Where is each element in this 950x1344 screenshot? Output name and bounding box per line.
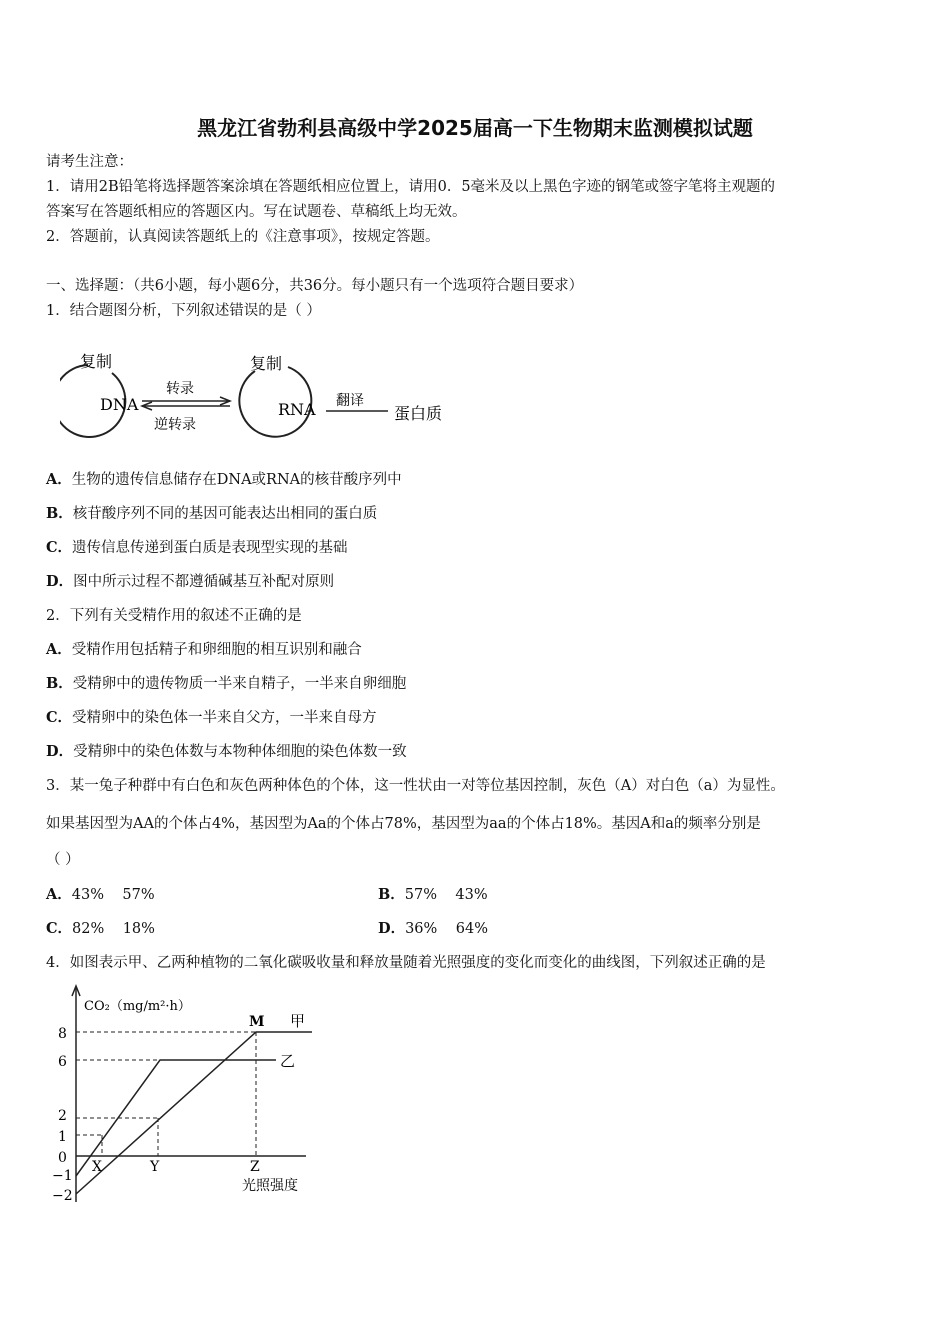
x-tick-x: X bbox=[92, 1159, 102, 1175]
page-title: 黑龙江省勃利县高级中学2025届高一下生物期末监测模拟试题 bbox=[197, 116, 753, 140]
y-tick-1: 1 bbox=[58, 1129, 67, 1145]
y-tick-minus-1: −1 bbox=[52, 1168, 73, 1184]
q3-stem-line-2: 如果基因型为AA的个体占4%，基因型为Aa的个体占78%，基因型为aa的个体占18%。基因A和a的频率分别是 bbox=[46, 816, 761, 832]
q1-option-a[interactable]: A．生物的遗传信息储存在DNA或RNA的核苷酸序列中 bbox=[46, 471, 402, 488]
y-tick-6: 6 bbox=[58, 1054, 67, 1070]
translate-label: 翻译 bbox=[336, 393, 364, 409]
central-dogma-diagram bbox=[60, 345, 460, 445]
q3-stem-line-1: 3．某一兔子种群中有白色和灰色两种体色的个体，这一性状由一对等位基因控制，灰色（A）对白色（a）为显性。 bbox=[46, 778, 785, 794]
y-tick-2: 2 bbox=[58, 1108, 67, 1124]
x-axis-label: 光照强度 bbox=[242, 1178, 298, 1194]
dna-label: DNA bbox=[100, 395, 139, 414]
q3-option-c[interactable]: C．82% 18% bbox=[46, 920, 155, 937]
y-tick-8: 8 bbox=[58, 1026, 67, 1042]
point-m-label: M bbox=[249, 1014, 265, 1030]
q3-option-d[interactable]: D．36% 64% bbox=[378, 920, 488, 937]
notice-line-1: 1．请用2B铅笔将选择题答案涂填在答题纸相应位置上，请用0．5毫米及以上黑色字迹的钢笔或签字笔将主观题的 bbox=[46, 179, 776, 195]
replicate-left-label: 复制 bbox=[80, 352, 113, 371]
y-tick-0: 0 bbox=[58, 1150, 67, 1166]
q3-stem-line-3: （ ） bbox=[46, 852, 80, 868]
transcribe-label: 转录 bbox=[166, 381, 194, 397]
q3-option-a[interactable]: A．43% 57% bbox=[46, 886, 155, 903]
x-tick-z: Z bbox=[250, 1159, 260, 1175]
reverse-transcribe-label: 逆转录 bbox=[154, 417, 196, 433]
y-tick-minus-2: −2 bbox=[52, 1188, 73, 1204]
q1-option-d[interactable]: D．图中所示过程不都遵循碱基互补配对原则 bbox=[46, 573, 335, 590]
q2-option-c[interactable]: C．受精卵中的染色体一半来自父方，一半来自母方 bbox=[46, 709, 377, 726]
q4-stem: 4．如图表示甲、乙两种植物的二氧化碳吸收量和释放量随着光照强度的变化而变化的曲线图，下列叙述正确的是 bbox=[46, 955, 766, 971]
q1-option-c[interactable]: C．遗传信息传递到蛋白质是表现型实现的基础 bbox=[46, 539, 348, 556]
x-tick-y: Y bbox=[150, 1159, 160, 1175]
notice-line-3: 2．答题前，认真阅读答题纸上的《注意事项》，按规定答题。 bbox=[46, 229, 440, 245]
section-heading: 一、选择题：（共6小题，每小题6分，共36分。每小题只有一个选项符合题目要求） bbox=[46, 278, 584, 294]
q2-option-a[interactable]: A．受精作用包括精子和卵细胞的相互识别和融合 bbox=[46, 641, 362, 658]
q1-stem: 1．结合题图分析，下列叙述错误的是（ ） bbox=[46, 303, 321, 319]
y-axis-label: CO₂（mg/m²·h） bbox=[84, 999, 191, 1014]
curve-jia-label: 甲 bbox=[290, 1012, 306, 1030]
q3-option-b[interactable]: B．57% 43% bbox=[378, 886, 488, 903]
replicate-right-label: 复制 bbox=[250, 354, 283, 373]
q2-option-d[interactable]: D．受精卵中的染色体数与本物种体细胞的染色体数一致 bbox=[46, 743, 407, 760]
q2-option-b[interactable]: B．受精卵中的遗传物质一半来自精子，一半来自卵细胞 bbox=[46, 675, 407, 692]
q1-option-b[interactable]: B．核苷酸序列不同的基因可能表达出相同的蛋白质 bbox=[46, 505, 378, 522]
rna-label: RNA bbox=[278, 400, 316, 419]
curve-yi-label: 乙 bbox=[280, 1052, 296, 1070]
notice-line-2: 答案写在答题纸相应的答题区内。写在试题卷、草稿纸上均无效。 bbox=[46, 204, 467, 220]
protein-label: 蛋白质 bbox=[394, 404, 443, 423]
curve-jia bbox=[76, 1032, 312, 1194]
notice-heading: 请考生注意： bbox=[46, 154, 133, 170]
co2-light-graph bbox=[44, 980, 344, 1210]
q2-stem: 2．下列有关受精作用的叙述不正确的是 bbox=[46, 608, 302, 624]
